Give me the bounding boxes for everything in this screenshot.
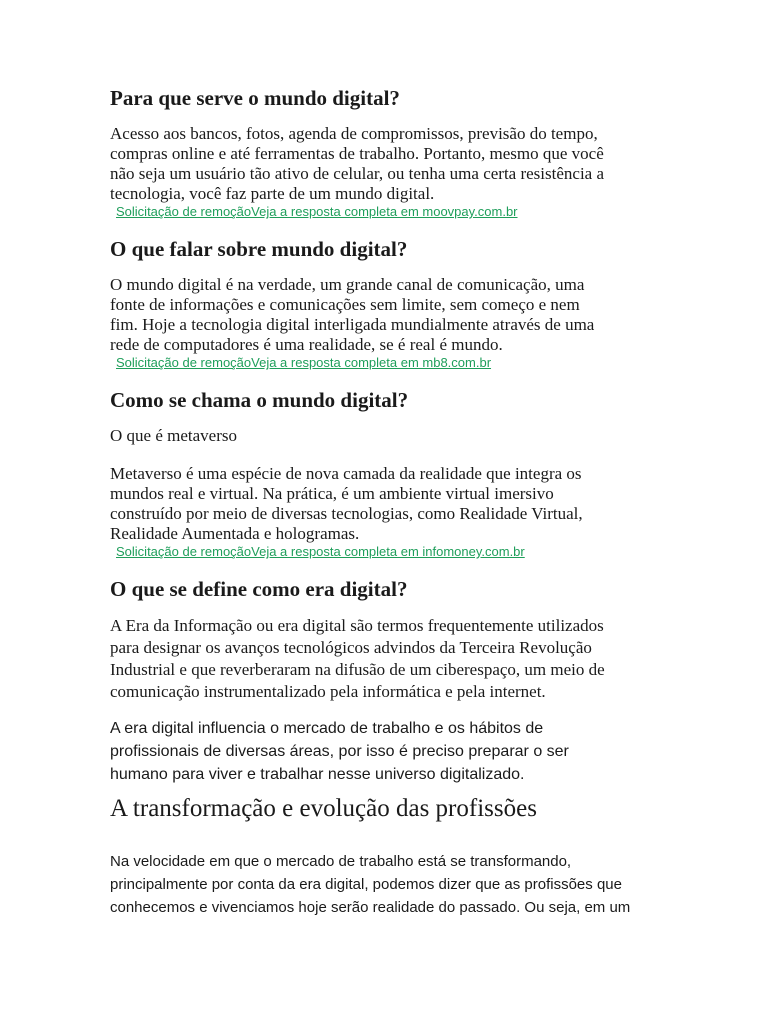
section-heading: O que falar sobre mundo digital? bbox=[110, 237, 408, 261]
section-text: Metaverso é uma espécie de nova camada da realidade que integra os mundos real e virtual. Na prática, é um ambiente virtual imersivo construído por meio de diversas tecnologias, como Realidade Virtual, Realidade Aumentada e hologramas. bbox=[110, 464, 583, 543]
big-heading: A transformação e evolução das profissões bbox=[110, 795, 537, 822]
section-text: O mundo digital é na verdade, um grande canal de comunicação, uma fonte de informações e comunicações sem limite, sem começo e nem fim. Hoje a tecnologia digital interligada mundialmente através de uma rede de computadores é uma realidade, se é real é mundo. bbox=[110, 275, 595, 354]
final-text: Na velocidade em que o mercado de trabalho está se transformando, principalmente por conta da era digital, podemos dizer que as profissões que conhecemos e vivenciamos hoje serão realidade do passado. Ou seja, em um bbox=[110, 853, 631, 916]
section-heading: Como se chama o mundo digital? bbox=[110, 388, 409, 412]
section-heading: Para que serve o mundo digital? bbox=[110, 86, 400, 110]
section-intro: O que é metaverso bbox=[110, 426, 237, 445]
section-text: A Era da Informação ou era digital são termos frequentemente utilizados para designar os avanços tecnológicos advindos da Terceira Revolução Industrial e que reverberaram na difusão de um ciberespaço, um meio de comunicação instrumentalizado pela informática e pela internet. bbox=[110, 616, 605, 701]
section-text: Acesso aos bancos, fotos, agenda de compromissos, previsão do tempo, compras online e até ferramentas de trabalho. Portanto, mesmo que você não seja um usuário tão ativo de celular, ou tenha uma certa resistência a tecnologia, você faz parte de um mundo digital. bbox=[110, 124, 605, 203]
section-heading: O que se define como era digital? bbox=[110, 577, 408, 601]
source-link[interactable]: Solicitação de remoçãoVeja a resposta completa em mb8.com.br bbox=[116, 355, 492, 370]
source-link[interactable]: Solicitação de remoçãoVeja a resposta completa em infomoney.com.br bbox=[116, 544, 525, 559]
source-link[interactable]: Solicitação de remoçãoVeja a resposta completa em moovpay.com.br bbox=[116, 204, 518, 219]
paragraph-sans: A era digital influencia o mercado de trabalho e os hábitos de profissionais de diversas áreas, por isso é preciso preparar o ser humano para viver e trabalhar nesse universo digitalizado. bbox=[110, 720, 569, 783]
